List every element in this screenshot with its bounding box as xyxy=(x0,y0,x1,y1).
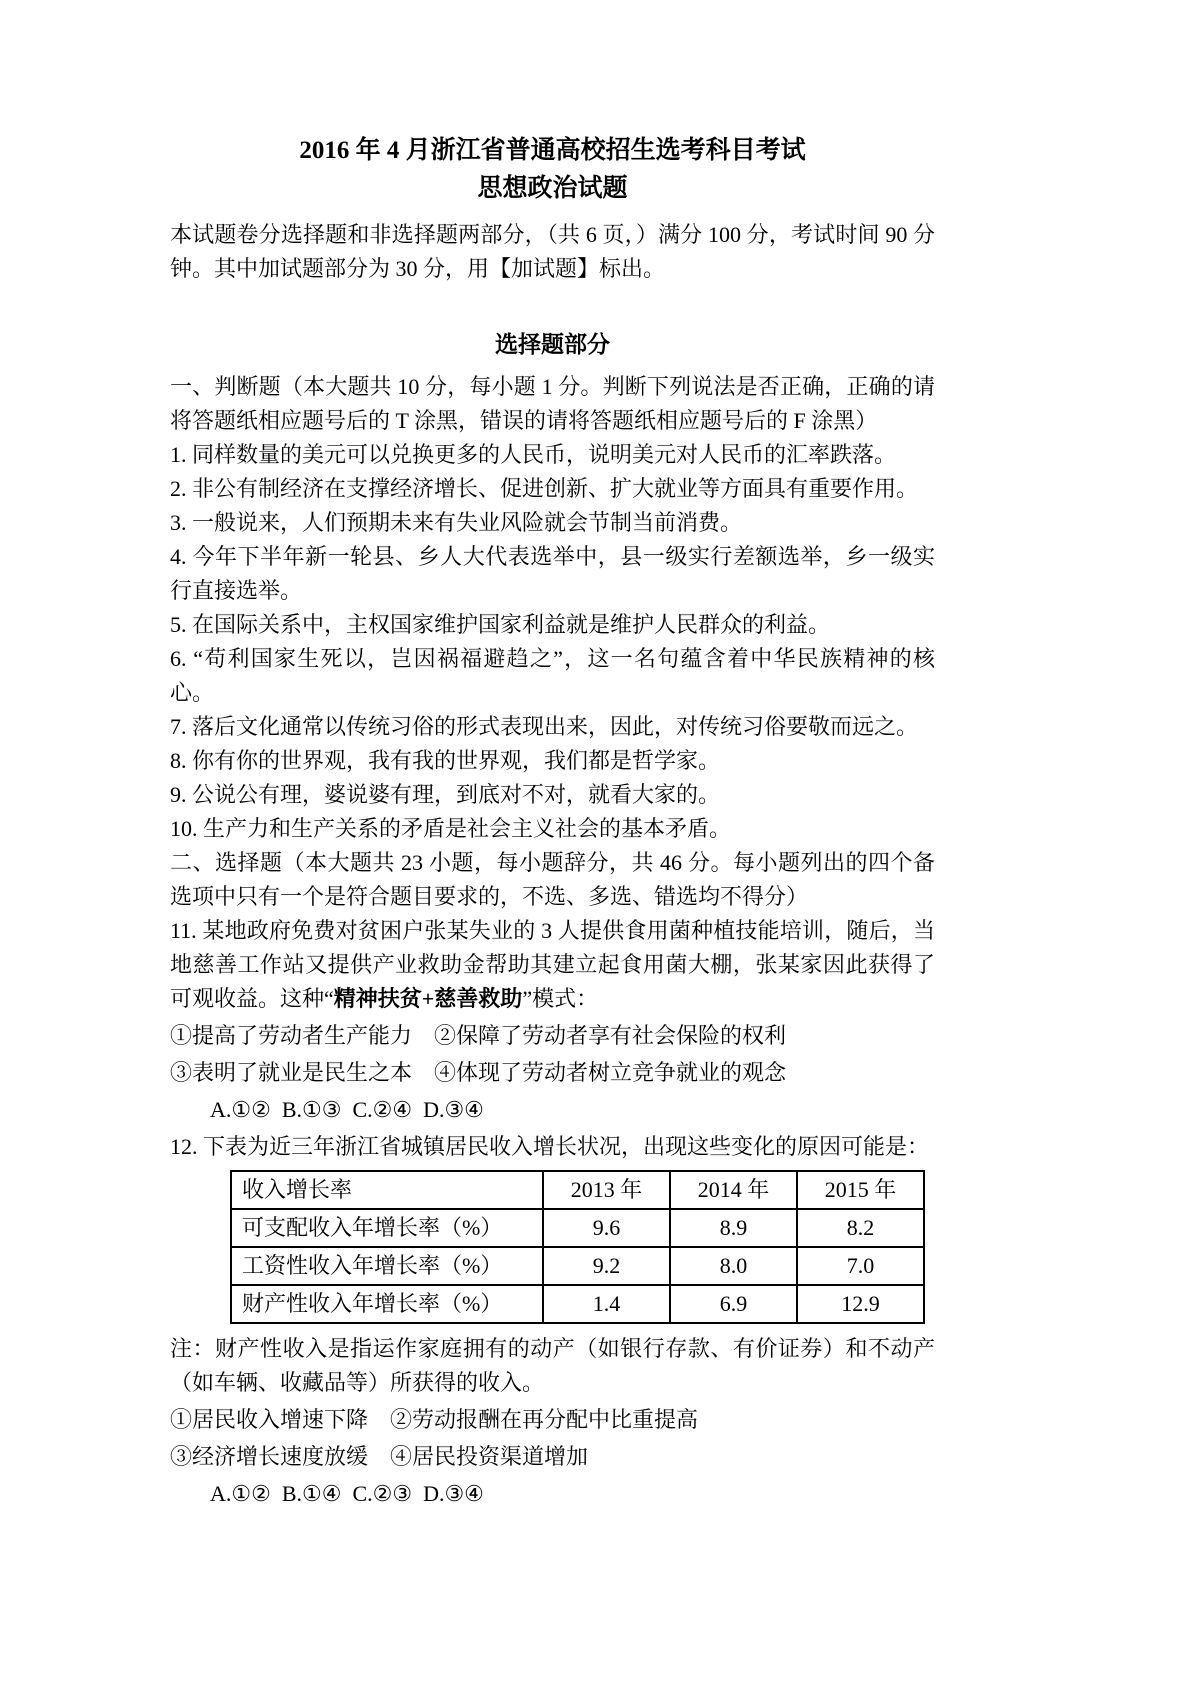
question-12-text: 12. 下表为近三年浙江省城镇居民收入增长状况，出现这些变化的原因可能是： xyxy=(170,1134,930,1159)
table-cell: 9.6 xyxy=(543,1209,670,1247)
question-12-options-line-1: ①居民收入增速下降 ②劳动报酬在再分配中比重提高 xyxy=(170,1407,699,1432)
exam-title: 2016 年 4 月浙江省普通高校招生选考科目考试 xyxy=(299,137,806,164)
judgement-question-10: 10. 生产力和生产关系的矛盾是社会主义社会的基本矛盾。 xyxy=(170,816,732,841)
table-cell: 财产性收入年增长率（%） xyxy=(231,1285,543,1323)
judgement-question-2: 2. 非公有制经济在支撑经济增长、促进创新、扩大就业等方面具有重要作用。 xyxy=(170,476,919,501)
exam-intro: 本试题卷分选择题和非选择题两部分，（共 6 页，）满分 100 分，考试时间 90 分钟。其中加试题部分为 30 分，用【加试题】标出。 xyxy=(170,222,935,281)
table-cell: 工资性收入年增长率（%） xyxy=(231,1247,543,1285)
table-cell: 6.9 xyxy=(670,1285,797,1323)
table-header-cell: 2014 年 xyxy=(670,1171,797,1209)
judgement-question-6: 6. “苟利国家生死以，岂因祸福避趋之”，这一名句蕴含着中华民族精神的核心。 xyxy=(170,646,935,705)
table-row xyxy=(231,1247,924,1285)
judgement-question-1: 1. 同样数量的美元可以兑换更多的人民币，说明美元对人民币的汇率跌落。 xyxy=(170,442,897,467)
table-header-cell: 2013 年 xyxy=(543,1171,670,1209)
part1-instructions: 一、判断题（本大题共 10 分，每小题 1 分。判断下列说法是否正确，正确的请将答题纸相应题号后的 T 涂黑，错误的请将答题纸相应题号后的 F 涂黑） xyxy=(170,374,935,433)
judgement-question-5: 5. 在国际关系中，主权国家维护国家利益就是维护人民群众的利益。 xyxy=(170,612,831,637)
table-header-cell: 2015 年 xyxy=(797,1171,924,1209)
section-heading-choice-part: 选择题部分 xyxy=(495,332,610,357)
question-12-options-line-2: ③经济增长速度放缓 ④居民投资渠道增加 xyxy=(170,1444,589,1469)
part2-instructions: 二、选择题（本大题共 23 小题，每小题辞分，共 46 分。每小题列出的四个备选项中只有一个是符合题目要求的，不选、多选、错选均不得分） xyxy=(170,850,935,909)
table-cell: 12.9 xyxy=(797,1285,924,1323)
judgement-question-9: 9. 公说公有理，婆说婆有理，到底对不对，就看大家的。 xyxy=(170,782,721,807)
question-11-emphasis: 精神扶贫+慈善救助 xyxy=(333,986,523,1011)
table-note: 注：财产性收入是指运作家庭拥有的动产（如银行存款、有价证券）和不动产（如车辆、收藏品等）所获得的收入。 xyxy=(170,1336,935,1395)
question-11-text xyxy=(170,914,935,1016)
exam-subtitle: 思想政治试题 xyxy=(477,175,628,202)
question-11-answer-choices: A.①② B.①③ C.②④ D.③④ xyxy=(210,1097,484,1122)
judgement-question-7: 7. 落后文化通常以传统习俗的形式表现出来，因此，对传统习俗要敬而远之。 xyxy=(170,714,919,739)
table-cell: 8.2 xyxy=(797,1209,924,1247)
table-header-row xyxy=(231,1171,924,1209)
table-header-cell: 收入增长率 xyxy=(231,1171,543,1209)
question-11-options-line-1: ①提高了劳动者生产能力 ②保障了劳动者享有社会保险的权利 xyxy=(170,1023,787,1048)
income-growth-table xyxy=(230,1170,925,1324)
judgement-question-4: 4. 今年下半年新一轮县、乡人大代表选举中，县一级实行差额选举，乡一级实行直接选举。 xyxy=(170,544,935,603)
question-11-text-after: ”模式： xyxy=(522,986,599,1011)
table-cell: 8.0 xyxy=(670,1247,797,1285)
table-cell: 可支配收入年增长率（%） xyxy=(231,1209,543,1247)
judgement-question-3: 3. 一般说来，人们预期未来有失业风险就会节制当前消费。 xyxy=(170,510,743,535)
question-11-options-line-2: ③表明了就业是民生之本 ④体现了劳动者树立竞争就业的观念 xyxy=(170,1060,787,1085)
table-cell: 7.0 xyxy=(797,1247,924,1285)
table-cell: 9.2 xyxy=(543,1247,670,1285)
table-row xyxy=(231,1209,924,1247)
judgement-question-8: 8. 你有你的世界观，我有我的世界观，我们都是哲学家。 xyxy=(170,748,721,773)
question-11-text-before: 11. 某地政府免费对贫困户张某失业的 3 人提供食用菌种植技能培训，随后，当地慈善工作站又提供产业救助金帮助其建立起食用菌大棚，张某家因此获得了可观收益。这种“ xyxy=(170,918,935,1011)
table-cell: 8.9 xyxy=(670,1209,797,1247)
table-cell: 1.4 xyxy=(543,1285,670,1323)
question-12-answer-choices: A.①② B.①④ C.②③ D.③④ xyxy=(210,1481,484,1506)
table-row xyxy=(231,1285,924,1323)
